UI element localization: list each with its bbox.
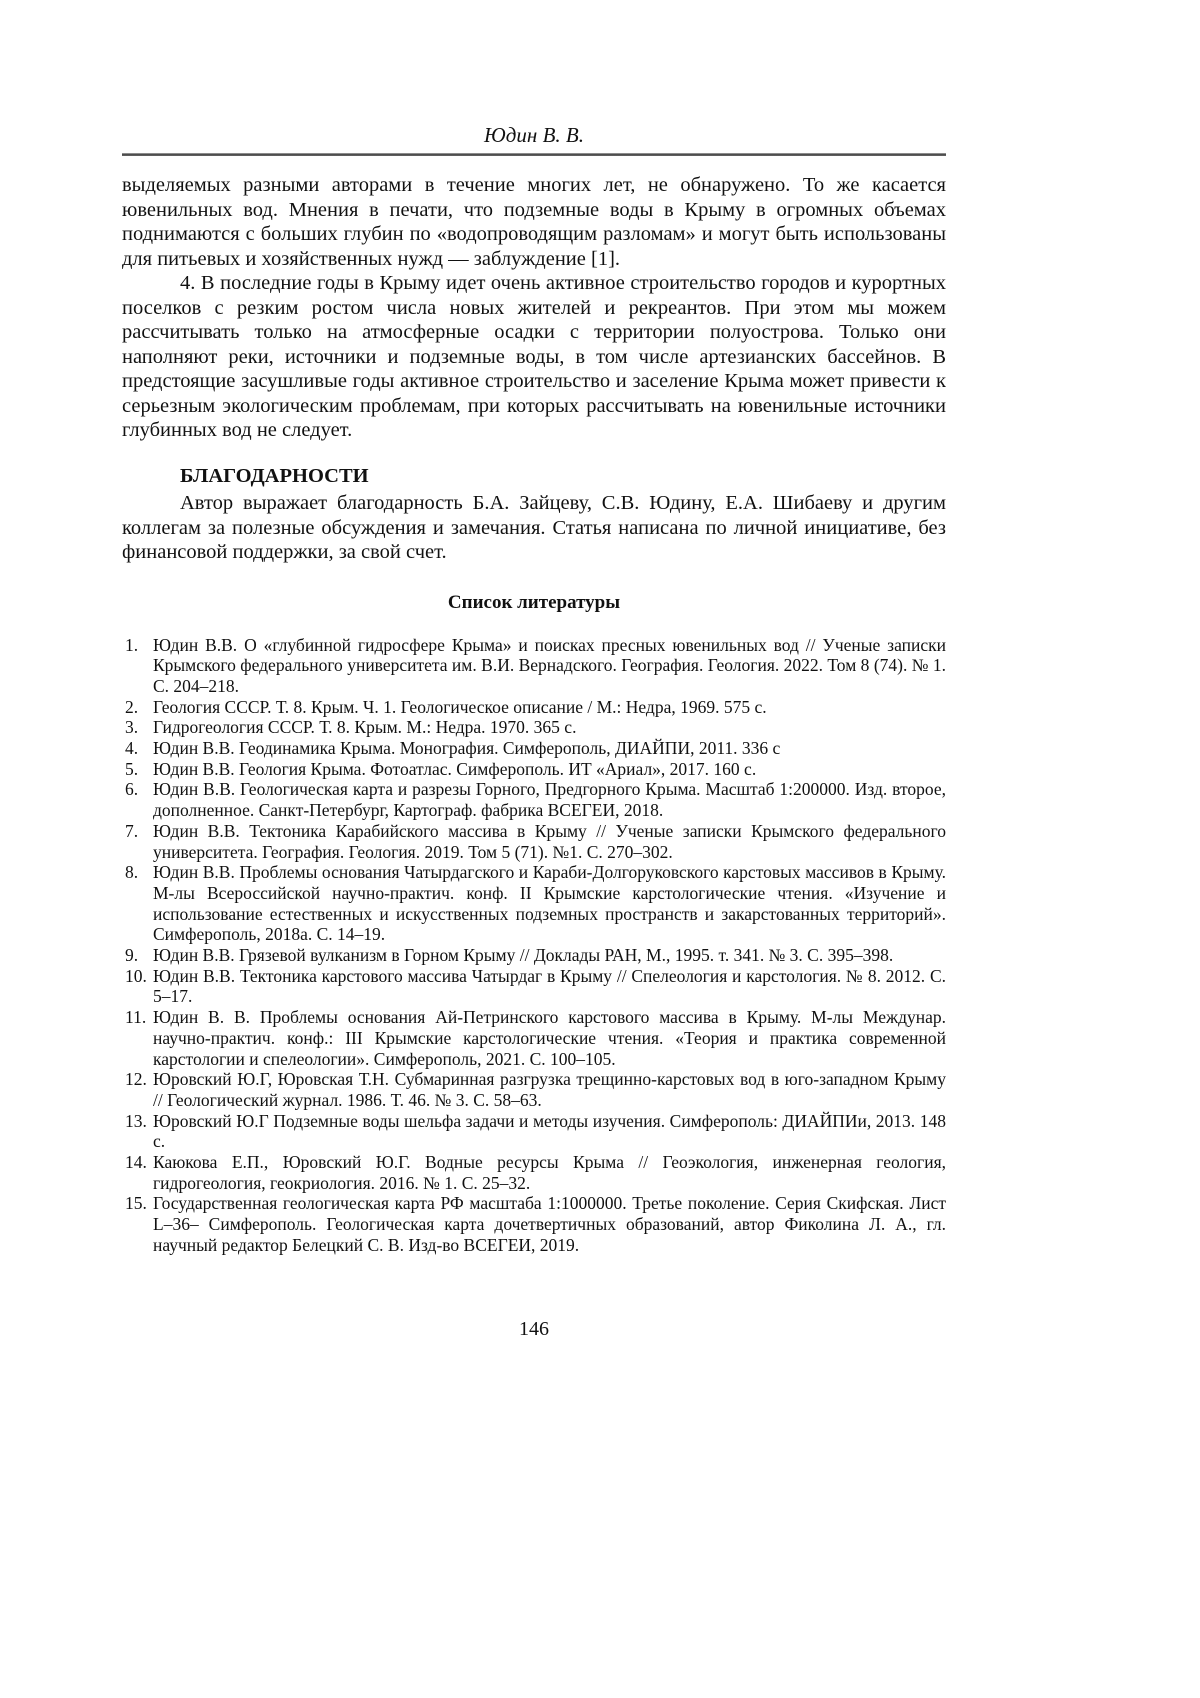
references-list <box>122 635 946 1256</box>
reference-item: Гидрогеология СССР. Т. 8. Крым. М.: Недра. 1970. 365 с. <box>153 717 577 738</box>
paragraph-continuation: выделяемых разными авторами в течение многих лет, не обнаружено. То же касается ювенильных вод. Мнения в печати, что подземные воды в Крыму в огромных объемах поднимаются с больших глубин по «водопроводящим разломам» и могут быть использованы для питьевых и хозяйственных нужд — заблуждение [1]. <box>122 174 946 270</box>
acknowledgments-text: Автор выражает благодарность Б.А. Зайцеву, С.В. Юдину, Е.А. Шибаеву и другим коллегам за полезные обсуждения и замечания. Статья написана по личной инициативе, без финансовой поддержки, за свой счет. <box>122 492 946 563</box>
paragraph-item-4: 4. В последние годы в Крыму идет очень активное строительство городов и курортных поселков с резким ростом числа новых жителей и рекреантов. При этом мы можем рассчитывать только на атмосферные осадки с территории полуострова. Только они наполняют реки, источники и подземные воды, в том числе артезианских бассейнов. В предстоящие засушливые годы активное строительство и заселение Крыма может привести к серьезным экологическим проблемам, при которых рассчитывать на ювенильные источники глубинных вод не следует. <box>122 272 946 441</box>
article-body <box>122 173 946 443</box>
reference-item: Юровский Ю.Г, Юровская Т.Н. Субмаринная разгрузка трещинно-карстовых вод в юго-западном Крыму // Геологический журнал. 1986. Т. 46. № 3. С. 58–63. <box>153 1069 946 1110</box>
reference-item: Юдин В.В. Геология Крыма. Фотоатлас. Симферополь. ИТ «Ариал», 2017. 160 с. <box>153 758 757 779</box>
reference-item: Юдин В.В. Проблемы основания Чатырдагского и Караби-Долгоруковского карстовых массивов в Крыму. М-лы Всероссийской научно-практич. конф. II Крымские карстологические чтения. «Изучение и использование естественных и искусственных подземных пространств и закарстованных территорий». Симферополь, 2018а. С. 14–19. <box>153 862 946 945</box>
reference-item: Юдин В.В. Геодинамика Крыма. Монография. Симферополь, ДИАЙПИ, 2011. 336 с <box>153 738 781 759</box>
reference-item: Юровский Ю.Г Подземные воды шельфа задачи и методы изучения. Симферополь: ДИАЙПИи, 2013. 148 с. <box>153 1110 946 1152</box>
reference-item: Юдин В.В. Тектоника карстового массива Чатырдаг в Крыму // Спелеология и карстология. № 8. 2012. С. 5–17. <box>153 965 946 1007</box>
reference-item: Юдин В.В. Тектоника Карабийского массива в Крыму // Ученые записки Крымского федерального университета. География. Геология. 2019. Том 5 (71). №1. С. 270–302. <box>153 820 946 862</box>
page-number: 146 <box>519 1317 549 1340</box>
reference-item: Юдин В.В. О «глубинной гидросфере Крыма» и поисках пресных ювенильных вод // Ученые записки Крымского федерального университета им. В.И. Вернадского. География. Геология. 2022. Том 8 (74). № 1. С. 204–218. <box>153 634 946 696</box>
reference-item: Юдин В. В. Проблемы основания Ай-Петринского карстового массива в Крыму. М-лы Междунар. научно-практич. конф.: III Крымские карстологические чтения. «Теория и практика современной карстологии и спелеологии». Симферополь, 2021. С. 100–105. <box>153 1007 946 1069</box>
reference-item: Юдин В.В. Геологическая карта и разрезы Горного, Предгорного Крыма. Масштаб 1:200000. Изд. второе, дополненное. Санкт-Петербург, Картограф. фабрика ВСЕГЕИ, 2018. <box>153 779 946 821</box>
reference-item: Государственная геологическая карта РФ масштаба 1:1000000. Третье поколение. Серия Скифская. Лист L–36– Симферополь. Геологическая карта дочетвертичных образований, автор Фиколина Л. А., гл. научный редактор Белецкий С. В. Изд-во ВСЕГЕИ, 2019. <box>153 1193 946 1255</box>
reference-item: Каюкова Е.П., Юровский Ю.Г. Водные ресурсы Крыма // Геоэкология, инженерная геология, гидрогеология, геокриология. 2016. № 1. С. 25–32. <box>153 1152 946 1193</box>
reference-item: Юдин В.В. Грязевой вулканизм в Горном Крыму // Доклады РАН, М., 1995. т. 341. № 3. С. 395–398. <box>153 945 894 966</box>
header-rule <box>122 153 946 156</box>
running-head-author: Юдин В. В. <box>483 123 585 147</box>
acknowledgments-heading: БЛАГОДАРНОСТИ <box>180 464 369 487</box>
references-heading: Список литературы <box>447 591 621 613</box>
reference-item: Геология СССР. Т. 8. Крым. Ч. 1. Геологическое описание / М.: Недра, 1969. 575 с. <box>153 696 767 717</box>
